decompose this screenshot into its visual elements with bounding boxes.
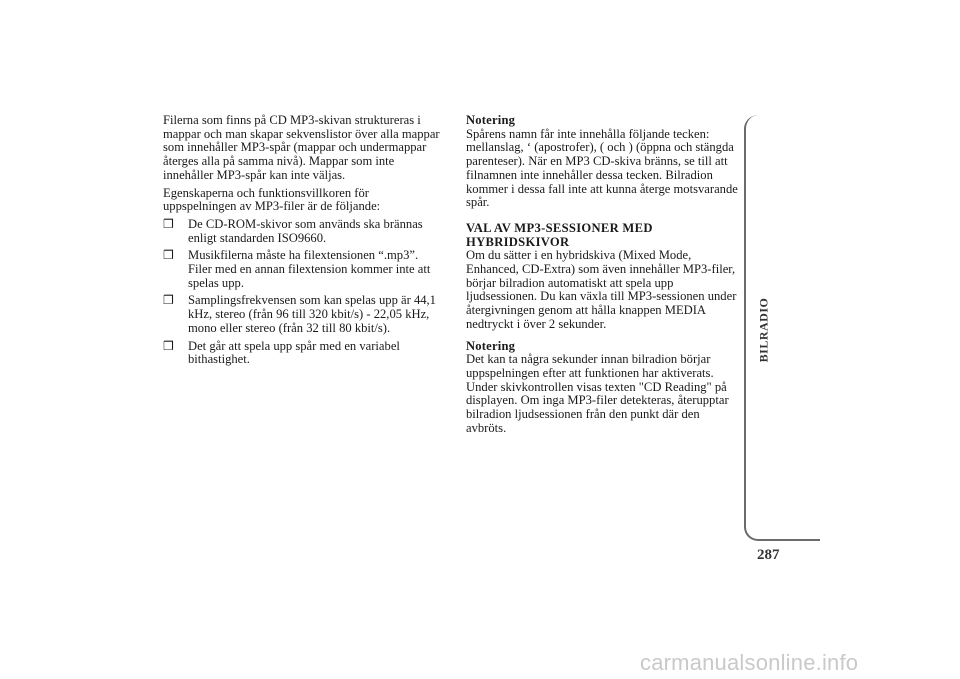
watermark: carmanualsonline.info <box>640 650 859 675</box>
checkbox-bullet-icon: ❒ <box>163 248 174 263</box>
left-column <box>163 114 445 371</box>
right-column <box>466 114 738 439</box>
list-item: ❒ De CD-ROM-skivor som används ska brännas enligt standarden ISO9660. <box>163 216 423 245</box>
intro-paragraph: Filerna som finns på CD MP3-skivan struktureras i mappar och man skapar sekvenslistor över alla mappar som innehåller MP3-spår (mappar och undermappar återges alla på samma nivå). Mappar som inte innehåller MP3-spår kan inte väljas. <box>163 113 440 182</box>
note-text: Det kan ta några sekunder innan bilradion börjar uppspelningen efter att funktionen har aktiverats. Under skivkontrollen visas texten "CD Reading" på displayen. Om inga MP3-filer detekteras, återupptar bilradion ljudsessionen från den punkt där den avbröts. <box>466 352 729 435</box>
section-heading: VAL AV MP3-SESSIONER MED HYBRIDSKIVOR <box>466 220 653 249</box>
chapter-label: BILRADIO <box>756 297 771 363</box>
checkbox-bullet-icon: ❒ <box>163 338 174 353</box>
page-number: 287 <box>757 547 780 563</box>
note-title: Notering <box>466 338 516 353</box>
list-item: ❒ Det går att spela upp spår med en variabel bithastighet. <box>163 338 400 367</box>
list-item: ❒ Musikfilerna måste ha filextensionen “.mp3”. Filer med en annan filextension kommer inte att spelas upp. <box>163 248 431 290</box>
chapter-tab <box>744 115 820 541</box>
checkbox-bullet-icon: ❒ <box>163 216 174 231</box>
note-title: Notering <box>466 113 516 127</box>
note-text: Spårens namn får inte innehålla följande tecken: mellanslag, ‘ (apostrofer), ( och ) (öppna och stängda parenteser). När en MP3 CD-skiva bränns, se till att filnamnen inte innehåller dessa tecken. Bilradion kommer i dessa fall inte att kunna återge motsvarande spår. <box>466 126 738 210</box>
checkbox-bullet-icon: ❒ <box>163 293 174 308</box>
properties-paragraph: Egenskaperna och funktionsvillkoren för uppspelningen av MP3-filer är de följande: <box>163 185 381 214</box>
section-text: Om du sätter i en hybridskiva (Mixed Mode, Enhanced, CD-Extra) som även innehåller MP3-filer, börjar bilradion automatiskt att spela upp ljudsessionen. Du kan växla till MP3-sessionen under återgivningen genom att hålla knappen MEDIA nedtryckt i över 2 sekunder. <box>466 248 737 331</box>
list-item: ❒ Samplingsfrekvensen som kan spelas upp är 44,1 kHz, stereo (från 96 till 320 kbit/s) - 22,05 kHz, mono eller stereo (från 32 till 80 kbit/s). <box>163 293 436 335</box>
